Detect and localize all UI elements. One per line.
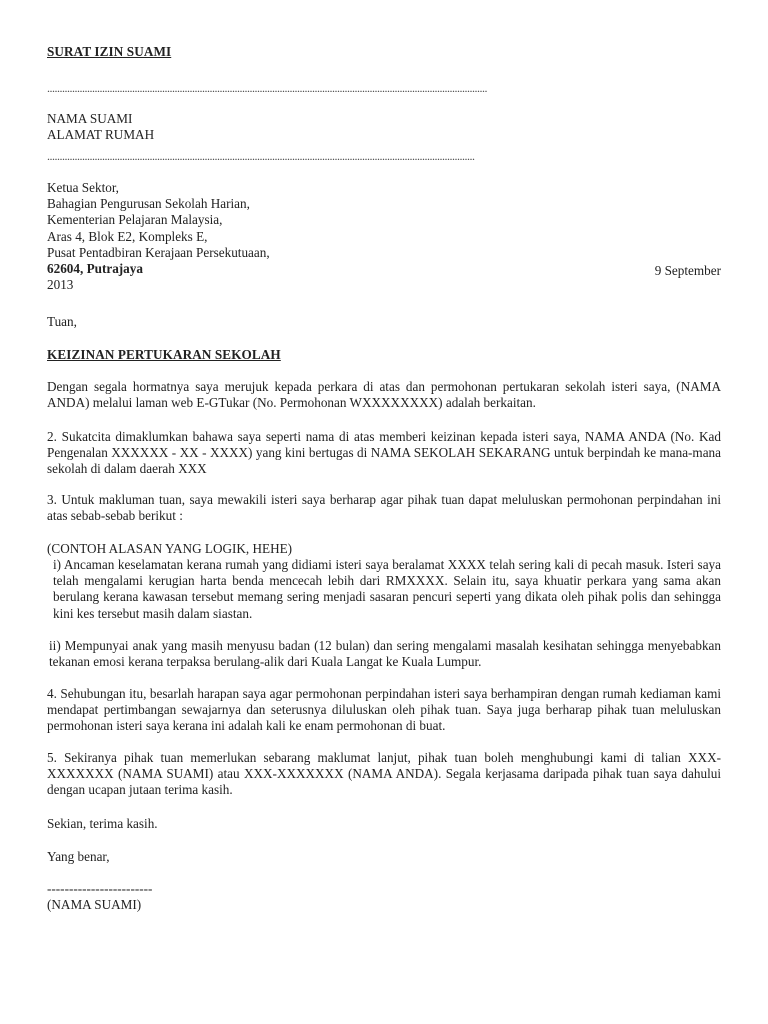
signature-line: ------------------------ <box>47 881 153 896</box>
letter-date: 9 September <box>654 263 721 278</box>
paragraph-3: 3. Untuk makluman tuan, saya mewakili isteri saya berharap agar pihak tuan dapat meluluskan permohonan perpindahan ini atas sebab-sebab berikut : <box>47 492 721 524</box>
recipient-line: Aras 4, Blok E2, Kompleks E, <box>47 228 208 244</box>
paragraph-4: 4. Sehubungan itu, besarlah harapan saya agar permohonan perpindahan isteri saya berhampiran dengan rumah kediaman kami mendapat pertimbangan sewajarnya dan seterusnya diluluskan oleh pihak tuan. Saya juga berharap pihak tuan meluluskan permohonan isteri saya kerana ini adalah kali ke enam permohonan di buat. <box>47 686 721 734</box>
sender-name: NAMA SUAMI <box>47 111 133 126</box>
signature-block <box>47 881 721 913</box>
letter-title: SURAT IZIN SUAMI <box>47 44 172 59</box>
dotted-line-address: ........................................................................................................................................................................... <box>47 149 475 163</box>
salutation: Tuan, <box>47 314 77 329</box>
paragraph-1: Dengan segala hormatnya saya merujuk kepada perkara di atas dan permohonan pertukaran sekolah isteri saya, (NAMA ANDA) melalui laman web E-GTukar (No. Permohonan WXXXXXXXX) adalah berkaitan. <box>47 379 721 411</box>
closing-sekian: Sekian, terima kasih. <box>47 816 158 831</box>
recipient-line: Kementerian Pelajaran Malaysia, <box>47 212 223 228</box>
subject-heading: KEIZINAN PERTUKARAN SEKOLAH <box>47 347 281 362</box>
sender-block <box>47 111 721 143</box>
recipient-address <box>47 180 721 293</box>
recipient-line: Pusat Pentadbiran Kerajaan Persekutuaan, <box>47 244 270 260</box>
dotted-line-top: ................................................................................................................................................................................ <box>47 81 487 95</box>
recipient-postcode-city: 62604, Putrajaya <box>47 261 143 277</box>
reason-2: ii) Mempunyai anak yang masih menyusu badan (12 bulan) dan sering mengalami masalah kesihatan sehingga menyebabkan tekanan emosi kerana terpaksa berulang-alik dari Kuala Langat ke Kuala Lumpur. <box>49 638 721 670</box>
recipient-line: Ketua Sektor, <box>47 180 119 195</box>
paragraph-2: 2. Sukatcita dimaklumkan bahawa saya seperti nama di atas memberi keizinan kepada isteri saya, NAMA ANDA (No. Kad Pengenalan XXXXXX - XX - XXXX) yang kini bertugas di NAMA SEKOLAH SEKARANG untuk berpindah ke mana-mana sekolah di dalam daerah XXX <box>47 429 721 477</box>
closing-yang-benar: Yang benar, <box>47 849 110 864</box>
reasons-heading: (CONTOH ALASAN YANG LOGIK, HEHE) <box>47 541 293 556</box>
paragraph-5: 5. Sekiranya pihak tuan memerlukan sebarang maklumat lanjut, pihak tuan boleh menghubungi kami di talian XXX-XXXXXXX (NAMA SUAMI) atau XXX-XXXXXXX (NAMA ANDA). Segala kerjasama daripada pihak tuan saya dahului dengan ucapan jutaan terima kasih. <box>47 750 721 798</box>
recipient-line: Bahagian Pengurusan Sekolah Harian, <box>47 196 250 212</box>
reason-1: i) Ancaman keselamatan kerana rumah yang didiami isteri saya beralamat XXXX telah sering kali di pecah masuk. Isteri saya telah mengalami kerugian harta benda mencecah lebih dari RMXXXX. Selain itu, saya khuatir perkara yang sama akan berulang kerana kawasan tersebut memang sering menjadi sasaran pencuri seperti yang dikata oleh pihak polis dan sehingga kini kes tersebut masih dalam siastan. <box>53 557 721 621</box>
sender-address: ALAMAT RUMAH <box>47 127 155 143</box>
letter-date-year: 2013 <box>47 277 74 293</box>
signature-name: (NAMA SUAMI) <box>47 897 142 913</box>
